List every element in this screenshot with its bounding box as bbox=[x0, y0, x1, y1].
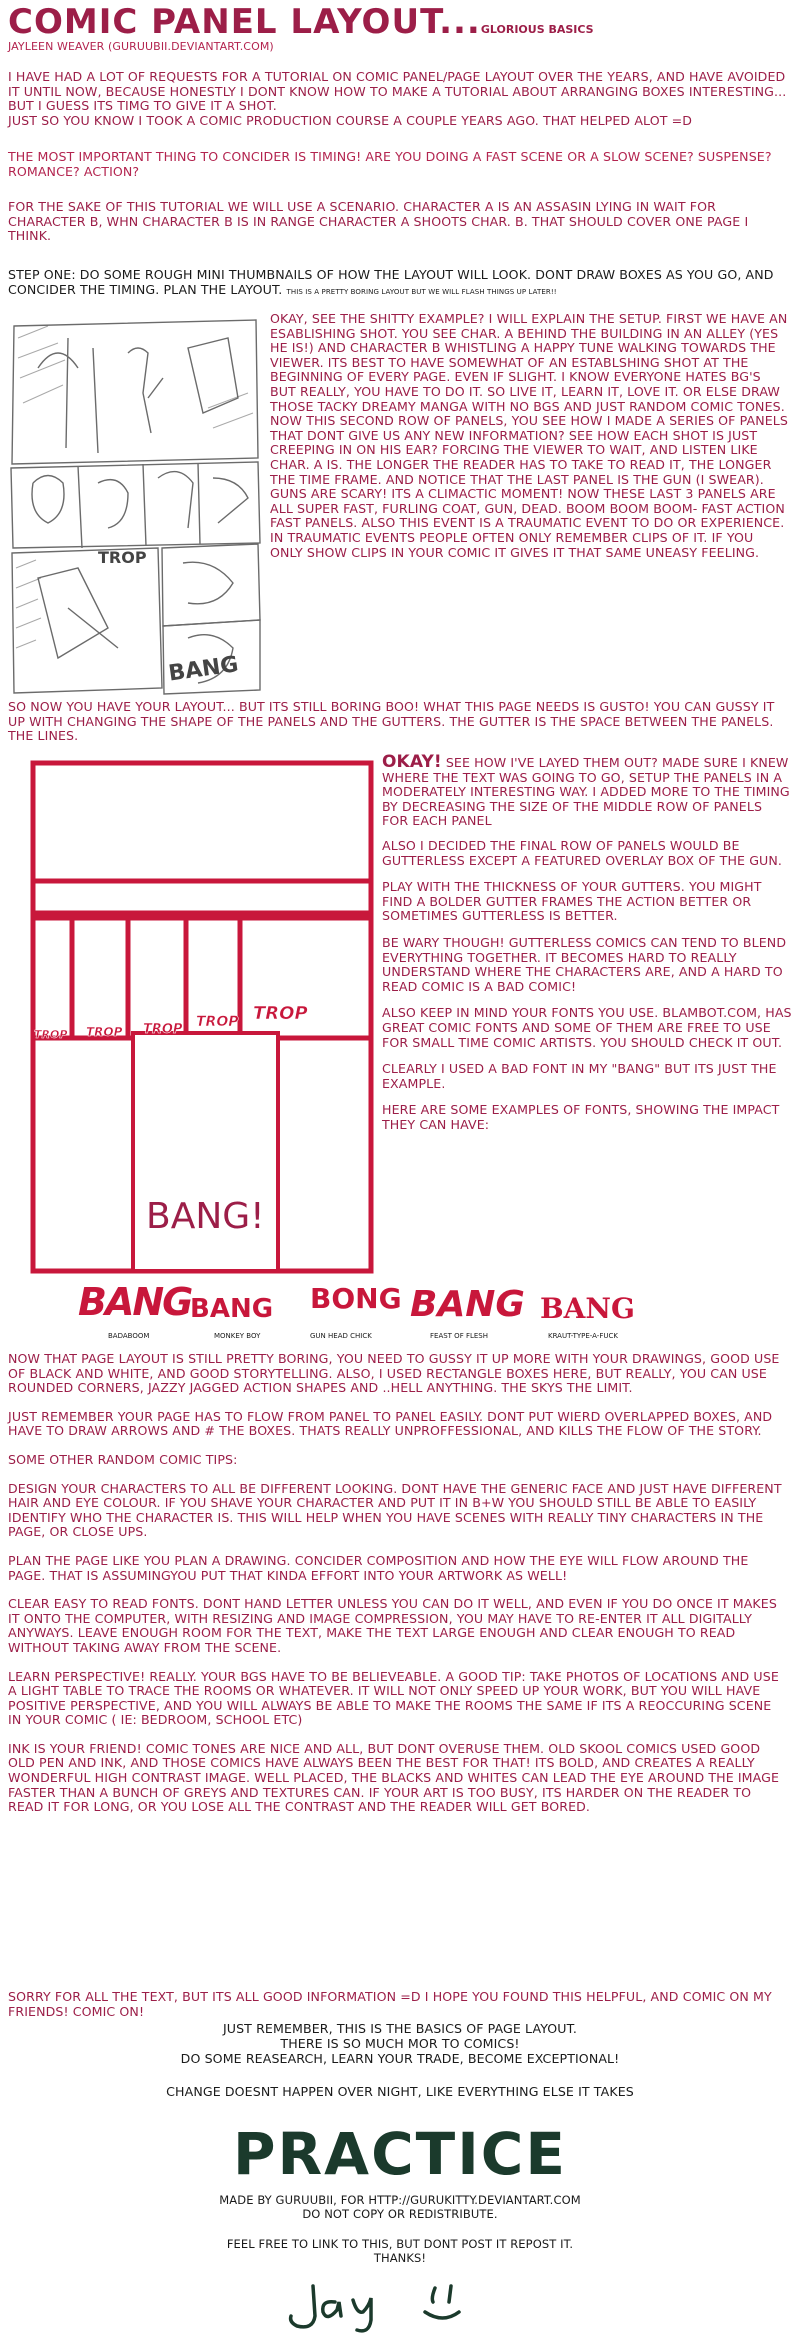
tips-paragraph-1: NOW THAT PAGE LAYOUT IS STILL PRETTY BORING, YOU NEED TO GUSSY IT UP MORE WITH YOUR DRAWINGS, GOOD USE OF BLACK AND WHITE, AND GOOD STORYTELLING. ALSO, I USED RECTANGLE BOXES HERE, BUT REALLY, YOU CAN USE ROUNDED CORNERS, JAZZY JAGGED ACTION SHAPES AND ..HELL ANYTHING. THE SKYS THE LIMIT. bbox=[8, 1351, 780, 1396]
closing-line-3: DO SOME REASEARCH, LEARN YOUR TRADE, BECOME EXCEPTIONAL! bbox=[180, 2051, 620, 2066]
subtitle-text: GLORIOUS BASICS bbox=[480, 23, 594, 36]
layout-paragraph-4: BE WARY THOUGH! GUTTERLESS COMICS CAN TEND TO BLEND EVERYTHING TOGETHER. IT BECOMES HARD TO REALLY UNDERSTAND WHERE THE CHARACTERS ARE, AND A HARD TO READ COMIC IS A BAD COMIC! bbox=[382, 934, 787, 994]
intro-paragraph-2: THE MOST IMPORTANT THING TO CONCIDER IS TIMING! ARE YOU DOING A FAST SCENE OR A SLOW SCENE? SUSPENSE? ROMANCE? ACTION? bbox=[8, 149, 772, 179]
step-one bbox=[8, 268, 788, 297]
font-example-1: BANG bbox=[78, 1280, 192, 1324]
font-examples bbox=[78, 1280, 678, 1350]
okay-lead: OKAY! bbox=[382, 752, 442, 772]
okay-rest: SEE HOW I'VE LAYED THEM OUT? MADE SURE I KNEW WHERE THE TEXT WAS GOING TO GO, SETUP THE PANELS IN A MODERATELY INTERESTING WAY. I ADDED MORE TO THE TIMING BY DECREASING THE SIZE OF THE MIDDLE ROW OF PANELS FOR EACH PANEL bbox=[382, 755, 790, 829]
sketch-sfx-bang: BANG bbox=[166, 652, 241, 687]
font-example-2: BANG bbox=[190, 1294, 274, 1324]
trop-sfx-5: TROP bbox=[253, 1003, 308, 1024]
step-one-note: THIS IS A PRETTY BORING LAYOUT BUT WE WILL FLASH THINGS UP LATER!! bbox=[286, 287, 557, 296]
tips-section bbox=[8, 1352, 788, 1815]
tip-ink: INK IS YOUR FRIEND! COMIC TONES ARE NICE AND ALL, BUT DONT OVERUSE THEM. OLD SKOOL COMICS USED GOOD OLD PEN AND INK, AND THOSE COMICS HAVE ALWAYS BEEN THE BEST FOR THAT! ITS BOLD, AND CREATES A REALLY WONDERFUL HIGH CONTRAST IMAGE. WELL PLACED, THE BLACKS AND WHITES CAN LEAD THE EYE AROUND THE IMAGE FASTER THAN A BUNCH OF GREYS AND TEXTURES CAN. IF YOUR ART IS TOO BUSY, ITS HARDER ON THE READER TO READ IT FOR LONG, OR YOU LOSE ALL THE CONTRAST AND THE READER WILL GET BORED. bbox=[8, 1740, 780, 1815]
thumbnail-sketch bbox=[8, 308, 263, 698]
panel-layout-example bbox=[28, 758, 378, 1278]
trop-sfx-1: TROP bbox=[34, 1028, 68, 1041]
tips-heading: SOME OTHER RANDOM COMIC TIPS: bbox=[8, 1451, 238, 1467]
signature bbox=[285, 2268, 525, 2334]
okay-paragraph bbox=[382, 752, 792, 829]
font-example-3: BONG bbox=[310, 1282, 402, 1315]
closing-paragraph: SORRY FOR ALL THE TEXT, BUT ITS ALL GOOD INFORMATION =D I HOPE YOU FOUND THIS HELPFUL, AND COMIC ON MY FRIENDS! COMIC ON! bbox=[8, 1989, 772, 2019]
trop-sfx-4: TROP bbox=[196, 1014, 239, 1030]
credit-line-1: MADE BY GURUUBII, FOR HTTP://GURUKITTY.DEVIANTART.COM bbox=[219, 2193, 581, 2207]
page-title bbox=[8, 2, 594, 42]
byline: JAYLEEN WEAVER (GURUUBII.DEVIANTART.COM) bbox=[8, 40, 274, 53]
practice-heading: PRACTICE bbox=[233, 2120, 567, 2188]
font-example-5: BANG bbox=[540, 1292, 635, 1325]
bang-sfx: BANG! bbox=[146, 1196, 265, 1237]
closing-line-4: CHANGE DOESNT HAPPEN OVER NIGHT, LIKE EVERYTHING ELSE IT TAKES bbox=[166, 2084, 634, 2099]
sketch-sfx-trop: TROP bbox=[98, 548, 147, 567]
font-label-2: MONKEY BOY bbox=[214, 1332, 261, 1340]
font-example-4: BANG bbox=[410, 1284, 525, 1325]
intro-paragraph-1b: JUST SO YOU KNOW I TOOK A COMIC PRODUCTION COURSE A COUPLE YEARS AGO. THAT HELPED ALOT =D bbox=[8, 113, 693, 128]
tip-characters: DESIGN YOUR CHARACTERS TO ALL BE DIFFERENT LOOKING. DONT HAVE THE GENERIC FACE AND JUST HAVE DIFFERENT HAIR AND EYE COLOUR. IF YOU SHAVE YOUR CHARACTER AND PUT IT IN B+W YOU SHOULD STILL BE ABLE TO EASILY IDENTIFY WHO THE CHARACTER IS. THIS WILL HELP WHEN YOU HAVE SCENES WITH REALLY TINY CHARACTERS IN THE PAGE, OR CLOSE UPS. bbox=[8, 1480, 782, 1540]
intro-paragraph-3: FOR THE SAKE OF THIS TUTORIAL WE WILL USE A SCENARIO. CHARACTER A IS AN ASSASIN LYING IN WAIT FOR CHARACTER B, WHN CHARACTER B IS IN RANGE CHARACTER A SHOOTS CHAR. B. THAT SHOULD COVER ONE PAGE I THINK. bbox=[8, 199, 749, 244]
credit-line-2: DO NOT COPY OR REDISTRIBUTE. bbox=[302, 2207, 498, 2221]
credit-line-4: THANKS! bbox=[373, 2251, 427, 2265]
trop-sfx-2: TROP bbox=[86, 1025, 123, 1039]
step-one-text: STEP ONE: DO SOME ROUGH MINI THUMBNAILS OF HOW THE LAYOUT WILL LOOK. DONT DRAW BOXES AS YOU GO, AND CONCIDER THE TIMING. PLAN THE LAYOUT. bbox=[8, 267, 774, 297]
sketch-explanation: OKAY, SEE THE SHITTY EXAMPLE? I WILL EXPLAIN THE SETUP. FIRST WE HAVE AN ESABLISHING SHOT. YOU SEE CHAR. A BEHIND THE BUILDING IN AN ALLEY (YES HE IS!) AND CHARACTER B WHISTLING A HAPPY TUNE WALKING TOWARDS THE VIEWER. ITS BEST TO HAVE SOMEWHAT OF AN ESTABLSHING SHOT AT THE BEGINNING OF EVERY PAGE. EVEN IF SLIGHT. I KNOW EVERYONE HATES BG'S BUT REALLY, YOU HAVE TO DO IT. SO LIVE IT, LEARN IT, LOVE IT. OR ELSE DRAW THOSE TACKY DREAMY MANGA WITH NO BGS AND JUST RANDOM COMIC TONES. NOW THIS SECOND ROW OF PANELS, YOU SEE HOW I MADE A SERIES OF PANELS THAT DONT GIVE US ANY NEW INFORMATION? SEE HOW EACH SHOT IS JUST CREEPING IN ON HIS EAR? FORCING THE VIEWER TO WAIT, AND LISTEN LIKE CHAR. A IS. THE LONGER THE READER HAS TO TAKE TO READ IT, THE LONGER THE TIME FRAME. AND NOTICE THAT THE LAST PANEL IS THE GUN (I SWEAR). GUNS ARE SCARY! ITS A CLIMACTIC MOMENT! NOW THESE LAST 3 PANELS ARE ALL SUPER FAST, FURLING COAT, GUN, DEAD. BOOM BOOM BOOM- FAST ACTION FAST PANELS. ALSO THIS EVENT IS A TRAUMATIC EVENT TO DO OR EXPERIENCE. IN TRAUMATIC EVENTS PEOPLE OFTEN ONLY REMEMBER CLIPS OF IT. IF YOU ONLY SHOW CLIPS IN YOUR COMIC IT GIVES IT THAT SAME UNEASY FEELING. bbox=[270, 311, 789, 560]
title-text: COMIC PANEL LAYOUT... bbox=[8, 2, 481, 42]
closing-line-1: JUST REMEMBER, THIS IS THE BASICS OF PAGE LAYOUT. bbox=[222, 2021, 578, 2036]
layout-intro: SO NOW YOU HAVE YOUR LAYOUT... BUT ITS STILL BORING BOO! WHAT THIS PAGE NEEDS IS GUSTO! YOU CAN GUSSY IT UP WITH CHANGING THE SHAPE OF THE PANELS AND THE GUTTERS. THE GUTTER IS THE SPACE BETWEEN THE PANELS. THE LINES. bbox=[8, 699, 775, 744]
intro-paragraph-1: I HAVE HAD A LOT OF REQUESTS FOR A TUTORIAL ON COMIC PANEL/PAGE LAYOUT OVER THE YEARS, AND HAVE AVOIDED IT UNTIL NOW, BECAUSE HONESTLY I DONT KNOW HOW TO MAKE A TUTORIAL ABOUT ARRANGING BOXES INTERESTING... BUT I GUESS ITS TIMG TO GIVE IT A SHOT. bbox=[8, 69, 787, 114]
tip-perspective: LEARN PERSPECTIVE! REALLY. YOUR BGS HAVE TO BE BELIEVEABLE. A GOOD TIP: TAKE PHOTOS OF LOCATIONS AND USE A LIGHT TABLE TO TRACE THE ROOMS OR WHATEVER. IT WILL NOT ONLY SPEED UP YOUR WORK, BUT YOU WILL HAVE POSITIVE PERSPECTIVE, AND YOU WILL ALWAYS BE ABLE TO MAKE THE ROOMS THE SAME IF ITS A REOCCURING SCENE IN YOUR COMIC ( IE: BEDROOM, SCHOOL ETC) bbox=[8, 1668, 779, 1728]
font-label-5: KRAUT-TYPE-A-FUCK bbox=[548, 1332, 618, 1340]
tip-plan-page: PLAN THE PAGE LIKE YOU PLAN A DRAWING. CONCIDER COMPOSITION AND HOW THE EYE WILL FLOW AROUND THE PAGE. THAT IS ASSUMINGYOU PUT THAT KINDA EFFORT INTO YOUR ARTWORK AS WELL! bbox=[8, 1552, 749, 1583]
layout-paragraph-2: ALSO I DECIDED THE FINAL ROW OF PANELS WOULD BE GUTTERLESS EXCEPT A FEATURED OVERLAY BOX OF THE GUN. bbox=[382, 837, 782, 868]
trop-sfx-3: TROP bbox=[143, 1022, 183, 1037]
layout-paragraph-6: CLEARLY I USED A BAD FONT IN MY "BANG" BUT ITS JUST THE EXAMPLE. bbox=[382, 1061, 777, 1091]
layout-explanation bbox=[382, 752, 792, 1132]
layout-paragraph-7: HERE ARE SOME EXAMPLES OF FONTS, SHOWING THE IMPACT THEY CAN HAVE: bbox=[382, 1102, 780, 1132]
closing-line-2: THERE IS SO MUCH MOR TO COMICS! bbox=[280, 2036, 520, 2051]
tip-fonts: CLEAR EASY TO READ FONTS. DONT HAND LETTER UNLESS YOU CAN DO IT WELL, AND EVEN IF YOU DO ONCE IT MAKES IT ONTO THE COMPUTER, WITH RESIZING AND IMAGE COMPRESSION, YOU MAY HAVE TO RE-ENTER IT ALL DIGITALLY ANYWAYS. LEAVE ENOUGH ROOM FOR THE TEXT, MAKE THE TEXT LARGE ENOUGH AND CLEAR ENOUGH TO READ WITHOUT TAKING AWAY FROM THE SCENE. bbox=[8, 1596, 777, 1655]
layout-paragraph-5: ALSO KEEP IN MIND YOUR FONTS YOU USE. BLAMBOT.COM, HAS GREAT COMIC FONTS AND SOME OF THEM ARE FREE TO USE FOR SMALL TIME COMIC ARTISTS. YOU SHOULD CHECK IT OUT. bbox=[382, 1005, 792, 1050]
layout-paragraph-3: PLAY WITH THE THICKNESS OF YOUR GUTTERS. YOU MIGHT FIND A BOLDER GUTTER FRAMES THE ACTION BETTER OR SOMETIMES GUTTERLESS IS BETTER. bbox=[382, 879, 762, 924]
credit-line-3: FEEL FREE TO LINK TO THIS, BUT DONT POST IT REPOST IT. bbox=[226, 2237, 574, 2251]
tips-paragraph-2: JUST REMEMBER YOUR PAGE HAS TO FLOW FROM PANEL TO PANEL EASILY. DONT PUT WIERD OVERLAPPED BOXES, AND HAVE TO DRAW ARROWS AND # THE BOXES. THATS REALLY UNPROFFESSIONAL, AND KILLS THE FLOW OF THE STORY. bbox=[8, 1408, 773, 1439]
font-label-3: GUN HEAD CHICK bbox=[310, 1332, 372, 1340]
font-label-4: FEAST OF FLESH bbox=[430, 1332, 488, 1340]
font-label-1: BADABOOM bbox=[108, 1332, 150, 1340]
